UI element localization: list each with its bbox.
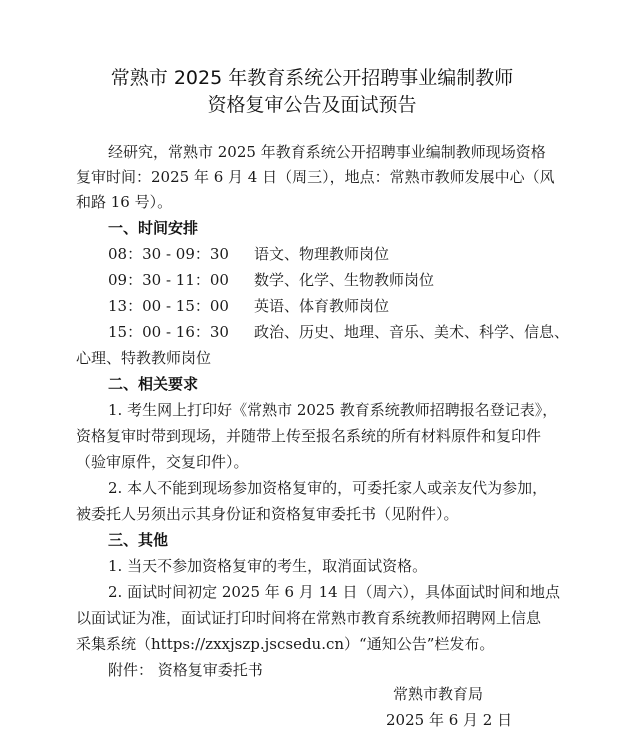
requirement-line: 1. 考生网上打印好《常熟市 2025 教育系统教师招聘报名登记表》，: [108, 401, 558, 419]
other-line: 采集系统（https://zxxjszp.jscsedu.cn）“通知公告”栏发布。: [76, 635, 495, 653]
schedule-row: [108, 323, 569, 341]
schedule-time: 13：00 - 15：00: [108, 297, 229, 315]
intro-line: 经研究，常熟市 2025 年教育系统公开招聘事业编制教师现场资格: [108, 143, 546, 161]
schedule-time: 09：30 - 11：00: [108, 271, 229, 289]
requirement-line: 2. 本人不能到现场参加资格复审的，可委托家人或亲友代为参加，: [108, 479, 548, 497]
other-line: 以面试证为准，面试证打印时间将在常熟市教育系统教师招聘网上信息: [76, 609, 542, 627]
requirement-line: 资格复审时带到现场，并随带上传至报名系统的所有材料原件和复印件: [76, 427, 542, 445]
schedule-posts: 语文、物理教师岗位: [254, 245, 390, 263]
schedule-time: 15：00 - 16：30: [108, 323, 229, 341]
section-heading-other: 三、其他: [108, 531, 169, 549]
schedule-time: 08：30 - 09：30: [108, 245, 229, 263]
schedule-row-continued: 心理、特教教师岗位: [76, 349, 212, 367]
signature-date: 2025 年 6 月 2 日: [386, 711, 513, 729]
other-line: 1. 当天不参加资格复审的考生，取消面试资格。: [108, 557, 428, 575]
requirement-line: （验审原件，交复印件）。: [76, 453, 249, 471]
signature-org: 常熟市教育局: [393, 685, 484, 703]
attachment-note: 附件： 资格复审委托书: [108, 661, 263, 679]
schedule-posts: 政治、历史、地理、音乐、美术、科学、信息、: [254, 323, 570, 341]
title-line-1: 常熟市 2025 年教育系统公开招聘事业编制教师: [110, 67, 514, 89]
schedule-posts: 英语、体育教师岗位: [254, 297, 390, 315]
section-heading-requirements: 二、相关要求: [108, 375, 199, 393]
other-line: 2. 面试时间初定 2025 年 6 月 14 日（周六），具体面试时间和地点: [108, 583, 560, 601]
requirement-line: 被委托人另须出示其身份证和资格复审委托书（见附件）。: [76, 505, 459, 523]
schedule-posts: 数学、化学、生物教师岗位: [254, 271, 435, 289]
schedule-row: [108, 271, 434, 289]
title-line-2: 资格复审公告及面试预告: [207, 94, 417, 116]
section-heading-schedule: 一、时间安排: [108, 219, 199, 237]
schedule-row: [108, 245, 389, 263]
intro-line: 复审时间：2025 年 6 月 4 日（周三），地点：常熟市教师发展中心（风: [76, 168, 555, 186]
intro-line: 和路 16 号）。: [76, 193, 173, 211]
schedule-row: [108, 297, 389, 315]
